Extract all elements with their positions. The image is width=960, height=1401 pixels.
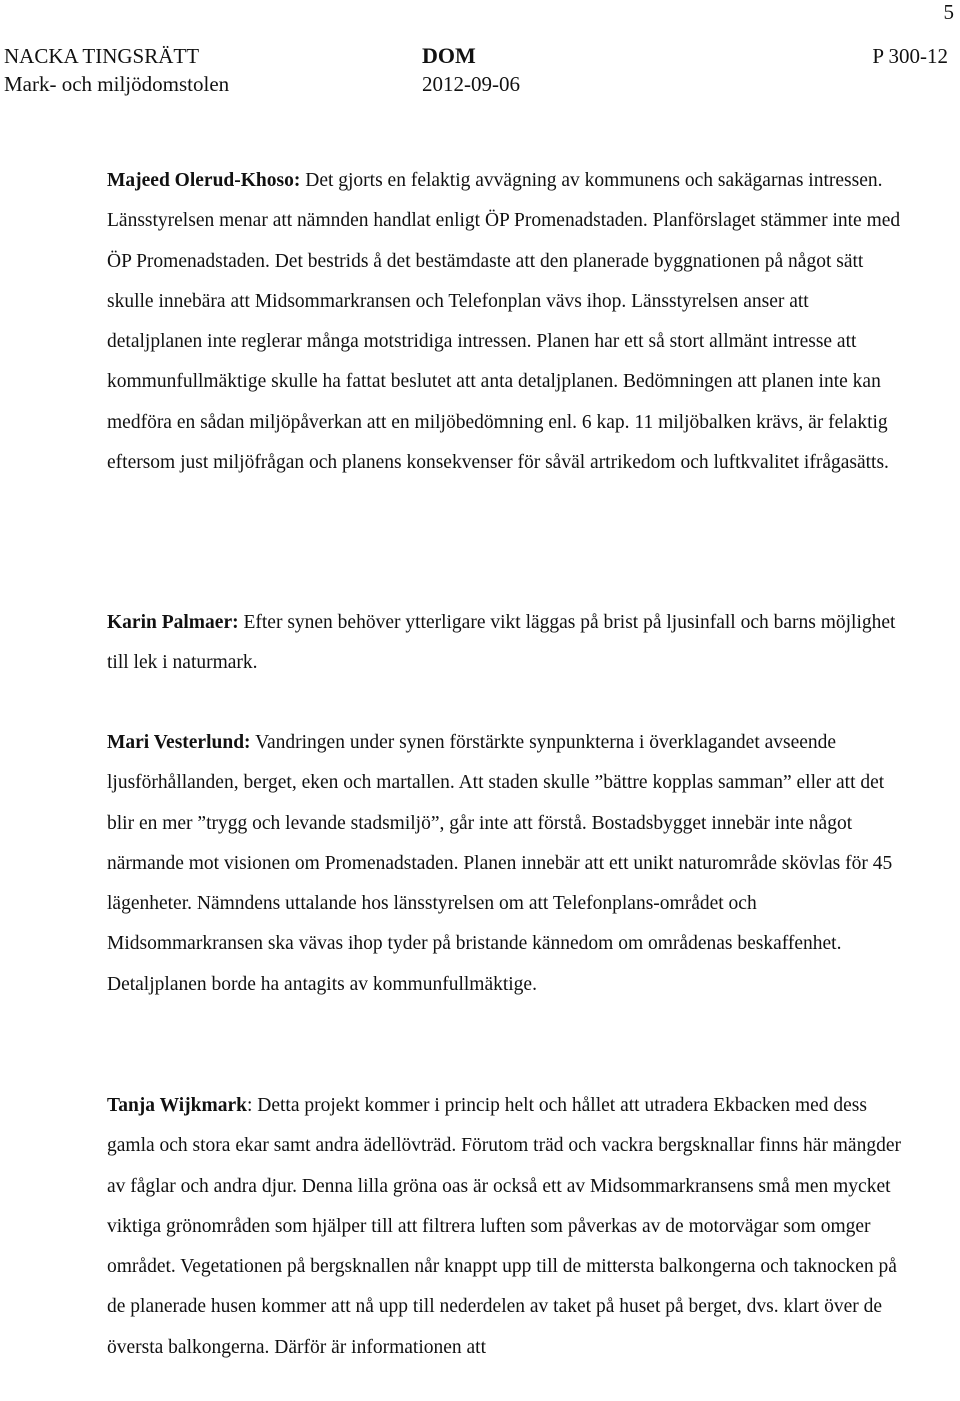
statement-paragraph [107,723,907,1005]
statement-text: Efter synen behöver ytterligare vikt läggas på brist på ljusinfall och barns möjlighet till lek i naturmark. [107,612,896,674]
speaker-name: Mari Vesterlund: [107,732,251,753]
header-left [4,42,229,98]
case-number: P 300-12 [872,44,948,68]
speaker-name: Karin Palmaer: [107,612,239,633]
page-number: 5 [943,0,954,24]
statement-text: : Detta projekt kommer i princip helt och hållet att utradera Ekbacken med dess gamla och stora ekar samt andra ädellövträd. Förutom träd och vackra bergsknallar finns här mängder av fåglar och andra djur. Denna lilla gröna oas är också ett av Midsommarkransens små men mycket viktiga grönområden som hjälper till att filtrera luften som påverkas av de motorvägar som omger området. Vegetationen på bergsknallen når knappt upp till de mittersta balkongerna och taknocken på de planerade husen kommer att nå upp till nederdelen av taket på huset på berget, dvs. klart över de översta balkongerna. Därför är informationen att [107,1095,901,1358]
statement-text: Det gjorts en felaktig avvägning av kommunens och sakägarnas intressen. Länsstyrelsen menar att nämnden handlat enligt ÖP Promenadstaden. Planförslaget stämmer inte med ÖP Promenadstaden. Det bestrids å det bestämdaste att den planerade byggnationen på något sätt skulle innebära att Midsommarkransen och Telefonplan vävs ihop. Länsstyrelsen anser att detaljplanen inte reglerar många motstridiga intressen. Planen har ett så stort allmänt intresse att kommunfullmäktige skulle ha fattat beslutet att anta detaljplanen. Bedömningen att planen inte kan medföra en sådan miljöpåverkan att en miljöbedömning enl. 6 kap. 11 miljöbalken krävs, är felaktig eftersom just miljöfrågan och planens konsekvenser för såväl artrikedom och luftkvalitet ifrågasätts. [107,170,901,474]
document-type: DOM [422,43,476,68]
header-right [872,42,948,70]
statement-paragraph [107,1086,907,1368]
court-name: NACKA TINGSRÄTT [4,44,200,68]
document-date: 2012-09-06 [422,72,520,96]
speaker-name: Majeed Olerud-Khoso: [107,170,301,191]
court-department: Mark- och miljödomstolen [4,72,230,96]
statement-paragraph [107,161,907,483]
statement-paragraph [107,603,907,684]
speaker-name: Tanja Wijkmark [107,1095,247,1116]
header-center [422,42,520,98]
statement-text: Vandringen under synen förstärkte synpunkterna i överklagandet avseende ljusförhållanden, berget, eken och martallen. Att staden skulle ”bättre kopplas samman” eller att det blir en mer ”trygg och levande stadsmiljö”, går inte att förstå. Bostadsbygget innebär inte något närmande mot visionen om Promenadstaden. Planen innebär att ett unikt naturområde skövlas för 45 lägenheter. Nämndens uttalande hos länsstyrelsen om att Telefonplans-området och Midsommarkransen ska vävas ihop tyder på bristande kännedom om områdenas beskaffenhet. Detaljplanen borde ha antagits av kommunfullmäktige. [107,732,893,995]
